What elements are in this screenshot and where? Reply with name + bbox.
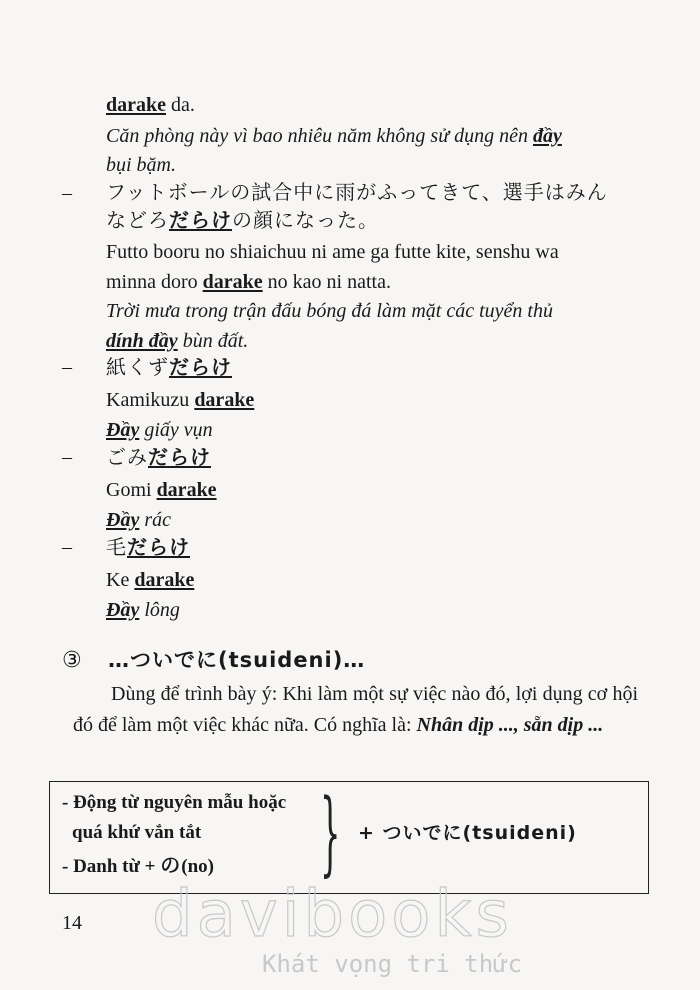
translation-line-3: [106, 299, 553, 323]
text: - Danh từ +: [62, 856, 161, 877]
text: da.: [166, 94, 195, 116]
keyword: Đầy: [106, 419, 140, 441]
romaji-line-4: [106, 478, 217, 502]
translation-line-7: [106, 598, 180, 622]
keyword: だらけ: [127, 535, 190, 559]
japanese-line-3: [106, 355, 232, 379]
text: Gomi: [106, 479, 157, 501]
keyword: darake: [194, 389, 255, 411]
keyword: だらけ: [148, 445, 211, 469]
bullet-dash: –: [62, 536, 72, 558]
japanese-line-5: [106, 535, 190, 559]
bullet-dash: –: [62, 356, 72, 378]
japanese-line-1: [106, 180, 608, 204]
keyword: đầy: [532, 125, 562, 147]
watermark-brand: davibooks: [152, 878, 513, 952]
text: no kao ni natta.: [262, 271, 391, 293]
text: Căn phòng này vì bao nhiêu năm không sử dụng nên: [106, 125, 533, 147]
keyword: darake: [106, 94, 166, 116]
section-number: ③: [62, 648, 82, 673]
section-title: …ついでに(tsuideni)…: [108, 648, 366, 672]
text: 紙くず: [106, 355, 169, 379]
text: ごみ: [106, 445, 148, 469]
text: Ke: [106, 569, 135, 591]
watermark-slogan: Khát vọng tri thức: [262, 950, 523, 978]
japanese-line-4: [106, 445, 211, 469]
keyword: だらけ: [169, 208, 232, 232]
pattern-item-1-line-2: quá khứ vắn tắt: [72, 822, 202, 843]
translation-line-4: [106, 329, 248, 353]
page-number: 14: [62, 912, 82, 934]
text: minna doro: [106, 271, 203, 293]
section-explanation: [73, 679, 638, 741]
text: + ついでに(tsuideni): [358, 822, 577, 844]
text: Dùng để trình bày ý: Khi làm một sự việc nào đó, lợi dụng cơ hội đó để làm một việc khác nữa. Có nghĩa là:: [73, 683, 638, 736]
text: などろ: [106, 208, 169, 232]
keyword: Đầy: [106, 599, 140, 621]
text: bụi bặm.: [106, 154, 176, 176]
text: rác: [139, 509, 171, 531]
bullet-dash: –: [62, 446, 72, 468]
romaji-line-3: [106, 388, 254, 412]
translation-line-5: [106, 418, 213, 442]
pattern-item-2: [62, 853, 214, 879]
particle: の: [160, 853, 182, 877]
keyword: Đầy: [106, 509, 140, 531]
keyword: dính đầy: [106, 330, 178, 352]
text: (no): [181, 856, 214, 877]
keyword: darake: [134, 569, 195, 591]
text: lông: [139, 599, 180, 621]
japanese-line-2: [106, 208, 379, 232]
text: Kamikuzu: [106, 389, 195, 411]
pattern-result: [358, 821, 577, 846]
romaji-line-5: [106, 568, 194, 592]
translation-line-6: [106, 508, 171, 532]
meaning: Nhân dịp ..., sẵn dịp ...: [416, 714, 604, 736]
example-line-1: [106, 93, 195, 117]
pattern-item-1-line-1: - Động từ nguyên mẫu hoặc: [62, 792, 287, 813]
romaji-line-1: [106, 240, 559, 264]
bullet-dash: –: [62, 182, 72, 204]
translation-line-1: [106, 124, 562, 148]
text: Trời mưa trong trận đấu bóng đá làm mặt các tuyển thủ: [106, 300, 553, 322]
right-brace: }: [320, 779, 341, 886]
text: の顔になった。: [232, 208, 379, 232]
translation-line-2: [106, 153, 176, 177]
text: Futto booru no shiaichuu ni ame ga futte kite, senshu wa: [106, 241, 559, 263]
text: フットボールの試合中に雨がふってきて、選手はみん: [106, 180, 608, 204]
text: 毛: [106, 535, 127, 559]
keyword: だらけ: [169, 355, 232, 379]
keyword: darake: [156, 479, 217, 501]
romaji-line-2: [106, 270, 391, 294]
text: bùn đất.: [177, 330, 249, 352]
keyword: darake: [202, 271, 263, 293]
text: giấy vụn: [139, 419, 213, 441]
